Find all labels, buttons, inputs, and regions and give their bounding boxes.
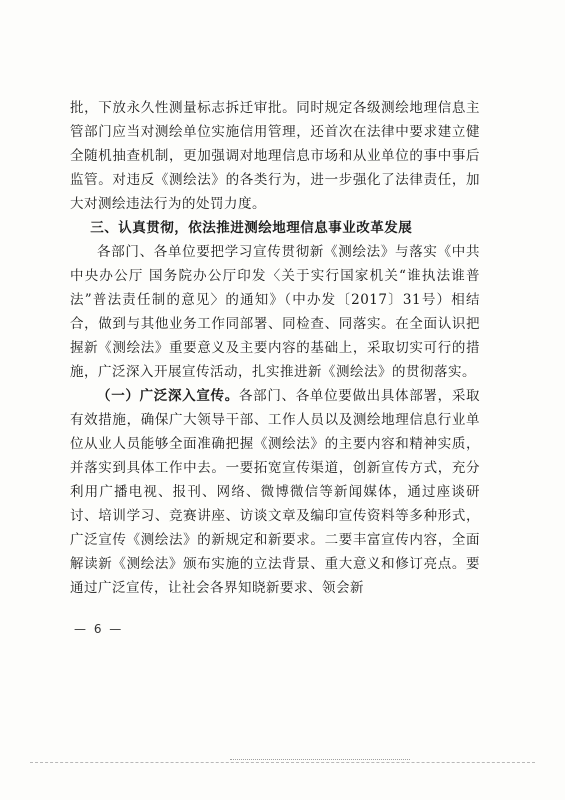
scan-artifact-line (230, 759, 410, 760)
subsection-label: （一）广泛深入宣传。 (97, 388, 239, 404)
section-heading-3: 三、认真贯彻，依法推进测绘地理信息事业改革发展 (90, 220, 413, 236)
paragraph-publicity (70, 384, 480, 600)
document-body (70, 96, 480, 600)
scan-artifact-line (30, 762, 535, 763)
paragraph-departments: 各部门、各单位要把学习宣传贯彻新《测绘法》与落实《中共中央办公厅 国务院办公厅印发〈关于实行国家机关“谁执法谁普法”普法责任制的意见〉的通知》（中办发〔2017〕31号）相结合，做到与其他业务工作同部署、同检查、同落实。在全面认识把握新《测绘法》重要意义及主要内容的基础上，采取切实可行的措施，广泛深入开展宣传活动，扎实推进新《测绘法》的贯彻落实。 (70, 244, 480, 380)
paragraph-continued: 批，下放永久性测量标志拆迁审批。同时规定各级测绘地理信息主管部门应当对测绘单位实施信用管理，还首次在法律中要求建立健全随机抽查机制，更加强调对地理信息市场和从业单位的事中事后监管。对违反《测绘法》的各类行为，进一步强化了法律责任，加大对测绘违法行为的处罚力度。 (70, 100, 480, 212)
subsection-text: 各部门、各单位要做出具体部署，采取有效措施，确保广大领导干部、工作人员以及测绘地理信息行业单位从业人员能够全面准确把握《测绘法》的主要内容和精神实质，并落实到具体工作中去。一要拓宽宣传渠道，创新宣传方式，充分利用广播电视、报刊、网络、微博微信等新闻媒体，通过座谈研讨、培训学习、竞赛讲座、访谈文章及编印宣传资料等多种形式，广泛宣传《测绘法》的新规定和新要求。二要丰富宣传内容，全面解读新《测绘法》颁布实施的立法背景、重大意义和修订亮点。要通过广泛宣传，让社会各界知晓新要求、领会新 (70, 388, 481, 596)
page-number: — 6 — (74, 622, 124, 636)
